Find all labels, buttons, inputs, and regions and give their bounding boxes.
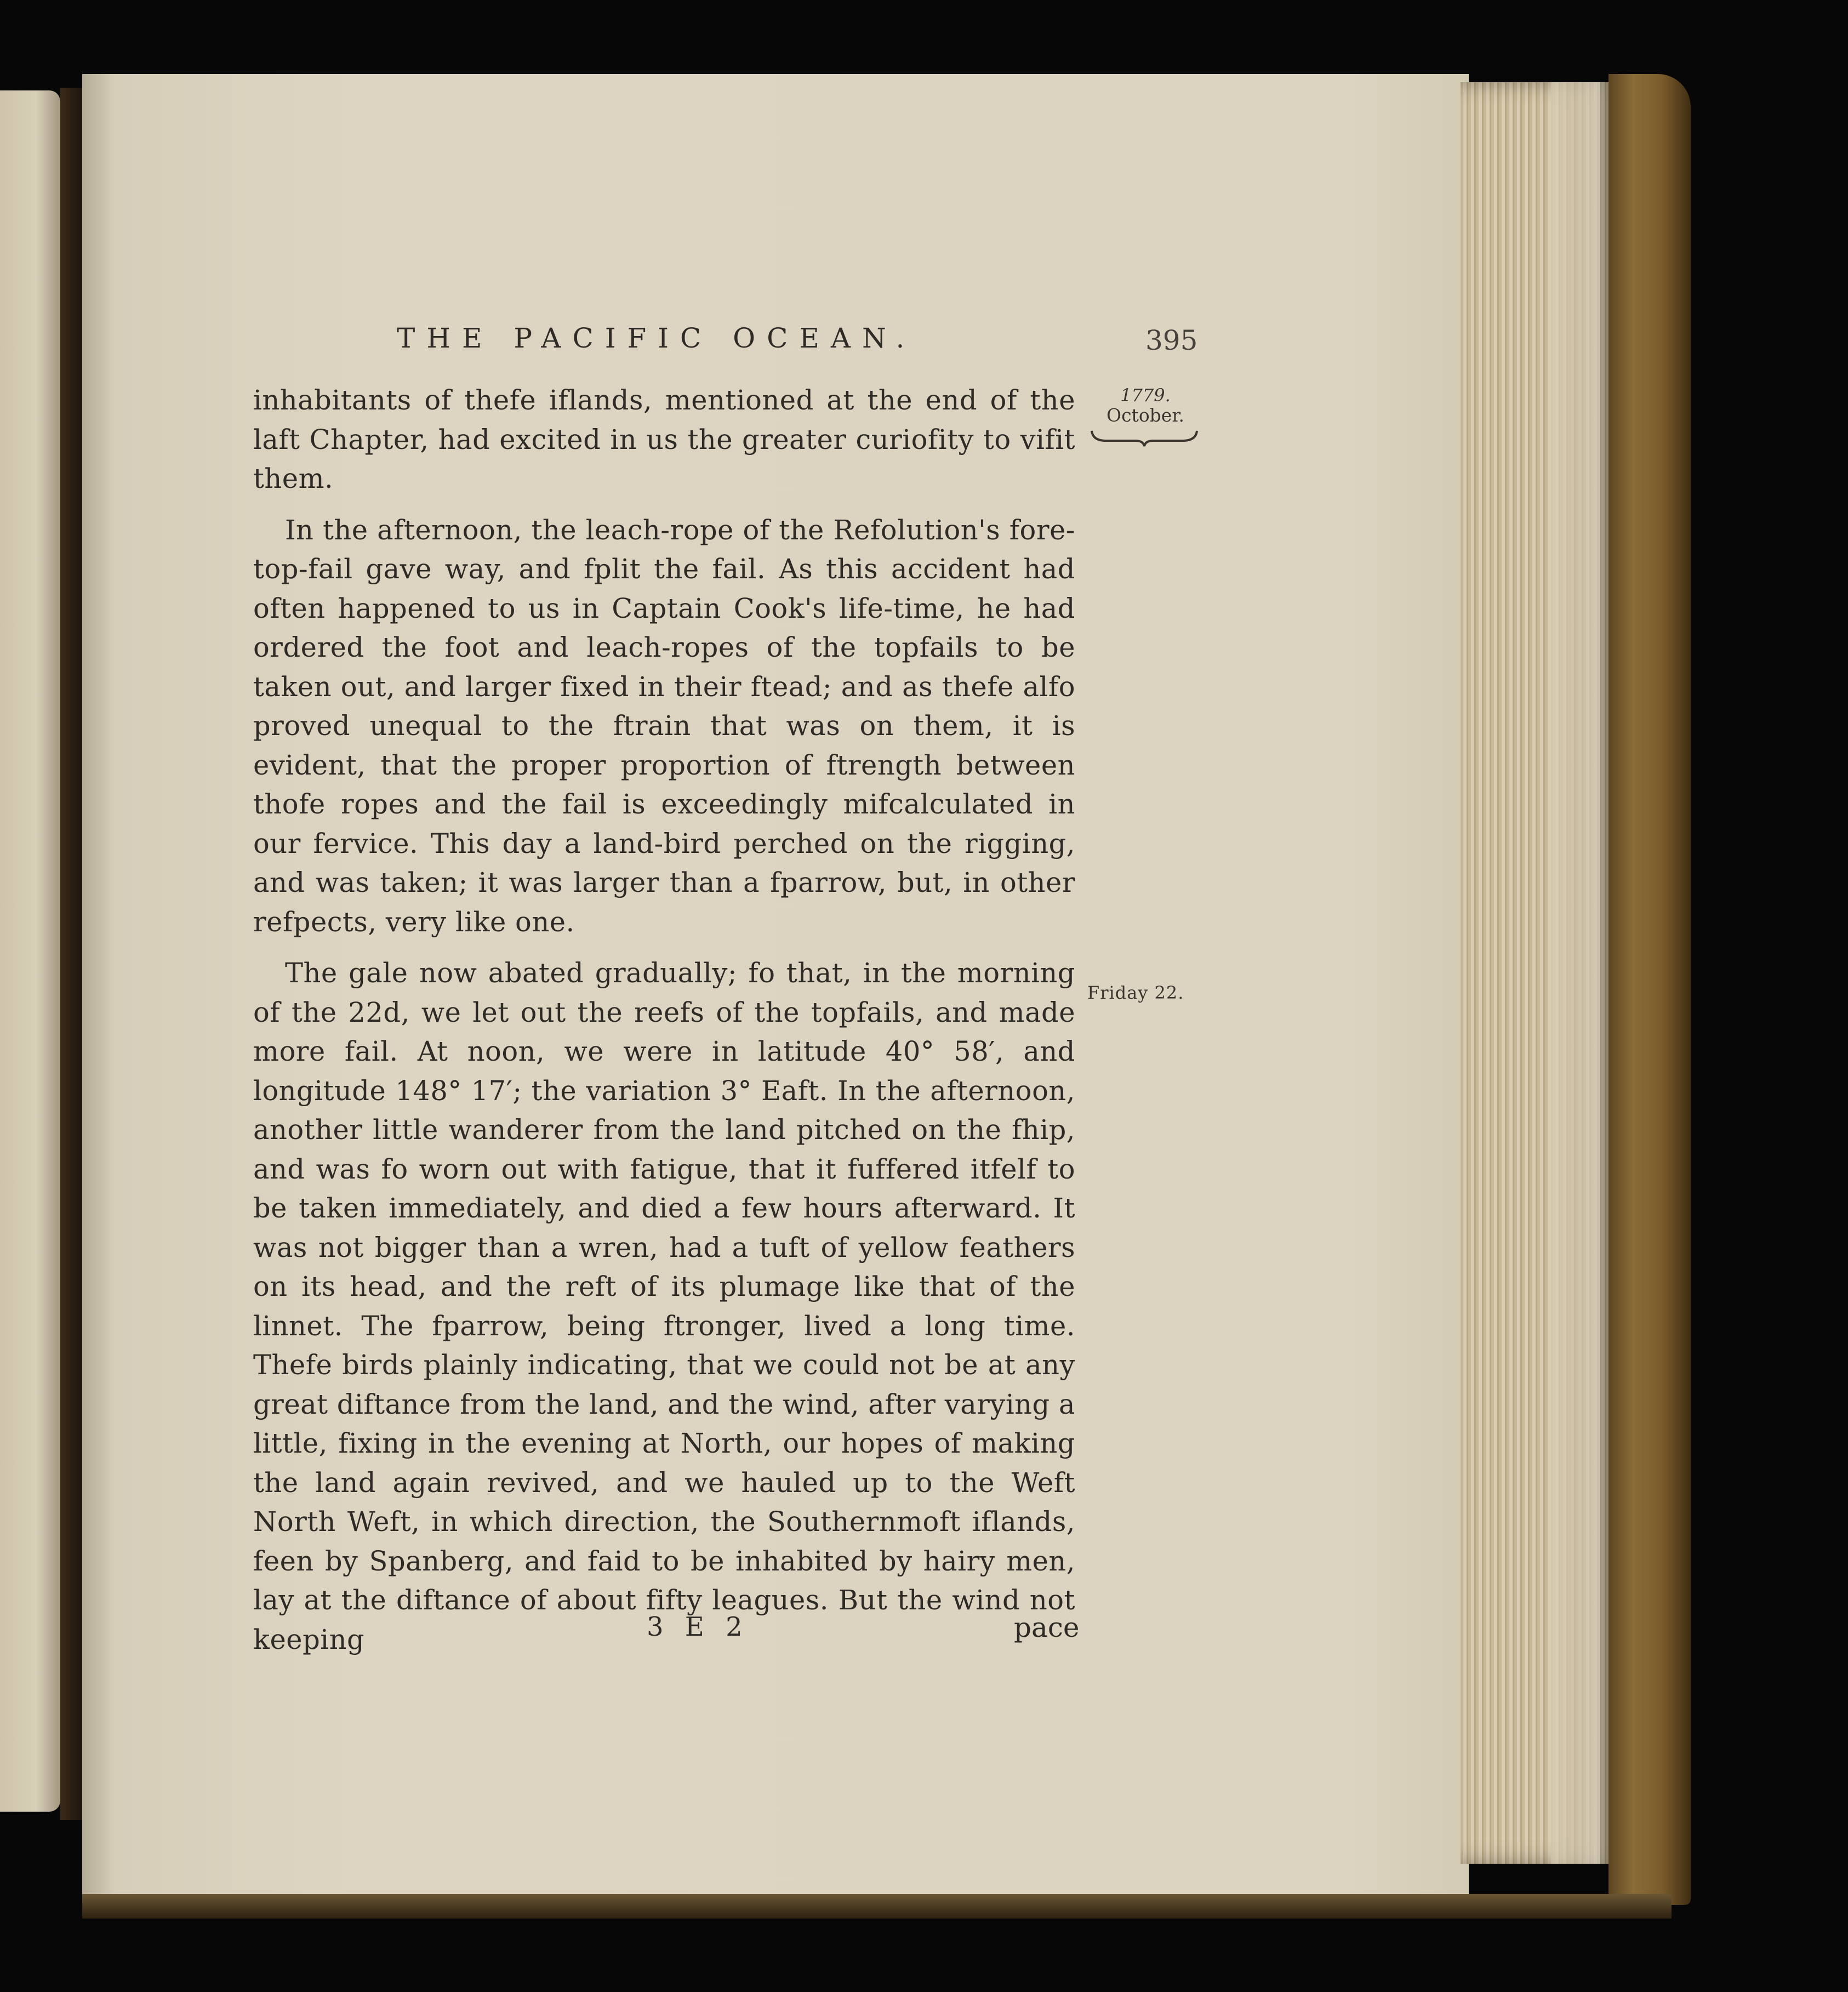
paragraph-2: In the afternoon, the leach-rope of the Refolution's fore-top-fail gave way, and fplit the fail. As this accident had often happened to us in Captain Cook's life-time, he had ordered the foot and leach-ropes of the topfails to be taken out, and larger fixed in their ftead; and as thefe alfo proved unequal to the ftrain that was on them, it is evident, that the proper proportion of ftrength between thofe ropes and the fail is exceedingly mifcalculated in our fervice. This day a land-bird perched on the rigging, and was taken; it was larger than a fparrow, but, in other refpects, very like one. [253, 514, 1075, 938]
paragraph-3: The gale now abated gradually; fo that, in the morning of the 22d, we let out the reefs of the topfails, and made more fail. At noon, we were in latitude 40° 58′, and longitude 148° 17′; the variation 3° Eaft. In the afternoon, another little wanderer from the land pitched on the fhip, and was fo worn out with fatigue, that it fuffered itfelf to be taken immediately, and died a few hours afterward. It was not bigger than a wren, had a tuft of yellow feathers on its head, and the reft of its plumage like that of the linnet. The fparrow, being ftronger, lived a long time. Thefe birds plainly indicating, that we could not be at any great diftance from the land, and the wind, after varying a little, fixing in the evening at North, our hopes of making the land again revived, and we hauled up to the Weft North Weft, in which direction, the Southernmoft iflands, feen by Spanberg, and faid to be inhabited by hairy men, lay at the diftance of about fifty leagues. But the wind not keeping [253, 957, 1075, 1655]
body-text [253, 381, 1075, 1659]
book-gutter [60, 88, 85, 1820]
paragraph-1: inhabitants of thefe iflands, mentioned at the end of the laft Chapter, had excited in us the greater curiofity to vifit them. [253, 384, 1075, 494]
book-cover-bottom [82, 1894, 1672, 1919]
catchword: pace [1014, 1612, 1080, 1643]
margin-month: October. [1106, 405, 1184, 426]
book-cover [1609, 74, 1691, 1905]
margin-date-friday: Friday 22. [1087, 982, 1184, 1003]
signature-mark: 3 E 2 [647, 1612, 749, 1642]
left-page-edge [0, 90, 60, 1812]
margin-brace-icon [1090, 428, 1199, 449]
running-title: THE PACIFIC OCEAN. [397, 322, 916, 354]
page-number: 395 [1145, 325, 1198, 356]
page-edges-highlight [1551, 82, 1600, 1864]
margin-year: 1779. [1120, 385, 1171, 406]
